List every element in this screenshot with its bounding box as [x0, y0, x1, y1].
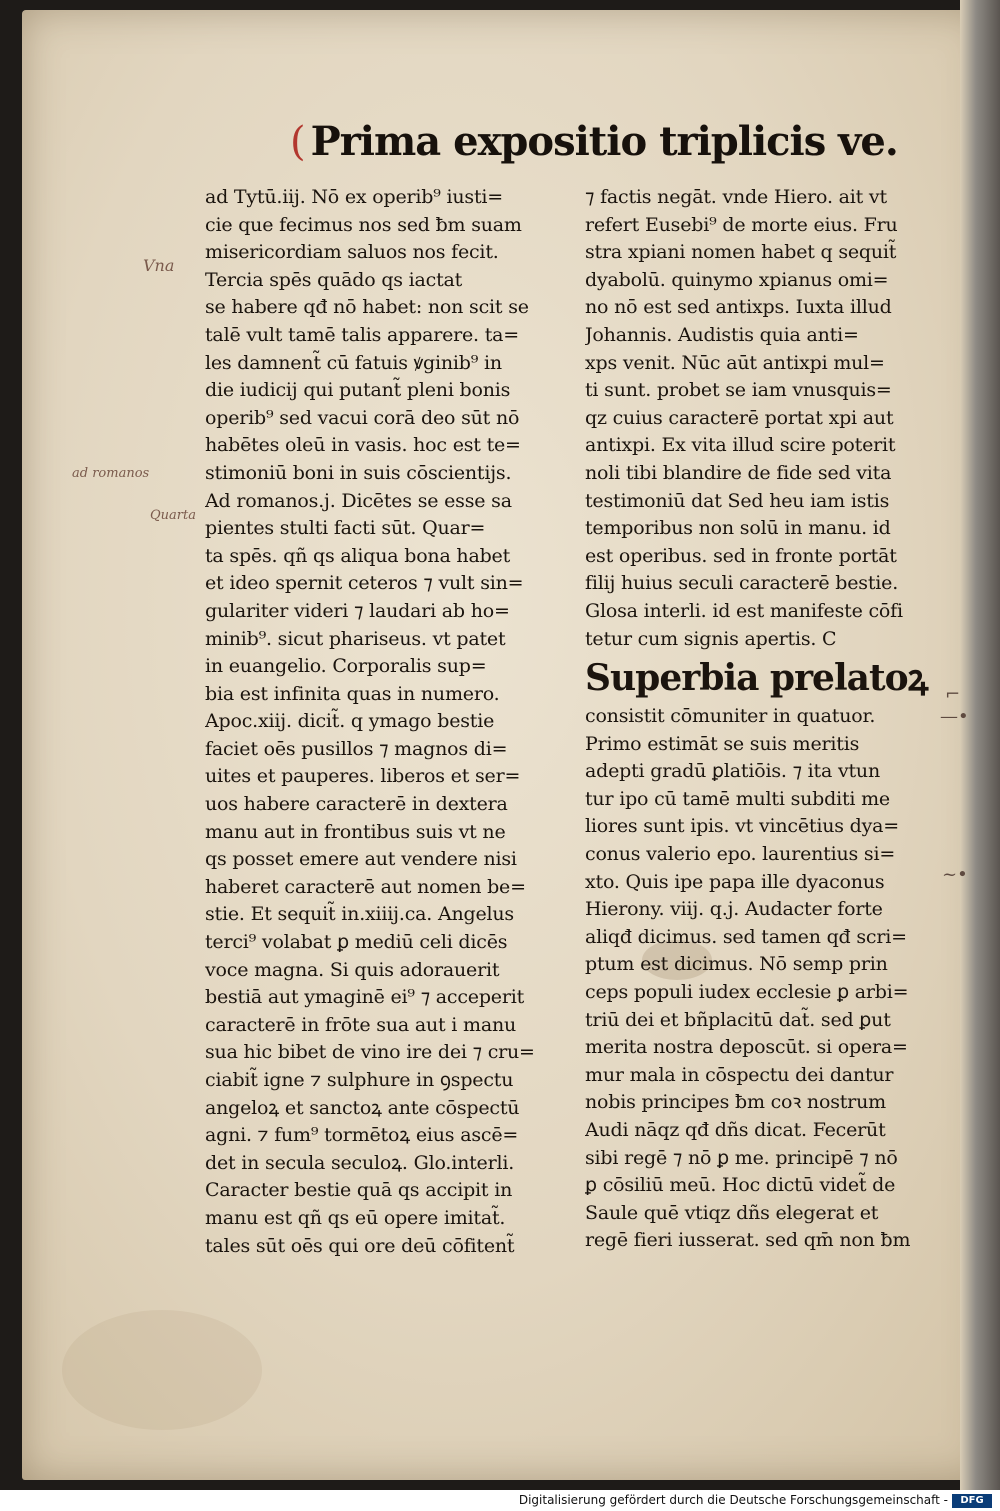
text-line: Tercia spēs quādo qs iactat: [205, 268, 463, 291]
text-line: ciabit̃ igne ⁊ sulphure in ꝯspectu: [205, 1069, 514, 1091]
text-line: haberet caracterē aut nomen be=: [205, 875, 526, 898]
text-line: refert Eusebi⁹ de morte eius. Fru: [585, 213, 898, 236]
text-line: mur mala in cōspectu dei dantur: [585, 1063, 894, 1086]
text-line: bestiā aut ymaginē ei⁹ ⁊ acceperit: [205, 986, 525, 1009]
text-line: stra xpiani nomen habet q sequit̃: [585, 241, 897, 264]
text-line: uos habere caracterē in dextera: [205, 793, 508, 816]
text-line: misericordiam saluos nos fecit.: [205, 241, 499, 264]
page-stain: [62, 1310, 262, 1430]
text-line: dyabolū. quinymo xpianus omi=: [585, 268, 889, 291]
text-line: testimoniū dat Sed heu iam istis: [585, 489, 890, 512]
marginal-note: ad romanos: [72, 466, 150, 481]
text-line: xto. Quis ipe papa ille dyaconus: [585, 870, 885, 893]
text-line: et ideo spernit ceteros ⁊ vult sin=: [205, 572, 524, 595]
text-line: Saule quē vtiqz dñs elegerat et: [585, 1201, 879, 1224]
marginal-mark: —•: [940, 706, 969, 727]
text-line: bia est infinita quas in numero.: [205, 682, 500, 705]
right-column-bottom: [585, 703, 945, 1255]
text-line: temporibus non solū in manu. id: [585, 517, 891, 540]
text-line: ⁊ factis negāt. vnde Hiero. ait vt: [585, 186, 887, 208]
text-line: ta spēs. qñ qs aliqua bona habet: [205, 544, 511, 567]
text-line: faciet oēs pusillos ⁊ magnos di=: [205, 737, 508, 760]
text-line: stie. Et sequit̃ in.xiiij.ca. Angelus: [205, 903, 514, 926]
text-line: sua hic bibet de vino ire dei ⁊ cru=: [205, 1041, 535, 1064]
binding-edge: [960, 0, 1000, 1490]
text-line: qz cuius caracterē portat xpi aut: [585, 406, 894, 429]
text-line: habētes oleū in vasis. hoc est te=: [205, 434, 521, 457]
text-line: agni. ⁊ fum⁹ tormētoꝝ eius ascē=: [205, 1124, 519, 1147]
text-line: Apoc.xiij. dicit̃. q ymago bestie: [205, 710, 495, 733]
text-line: gulariter videri ⁊ laudari ab ho=: [205, 599, 510, 622]
text-line: nobis principes ƀm coꝛ nostrum: [585, 1091, 886, 1114]
footer-bar: [0, 1492, 1000, 1511]
text-line: Ad romanos.j. Dicētes se esse sa: [205, 489, 512, 512]
text-line: est operibus. sed in fronte portāt: [585, 544, 897, 567]
text-line: ceps populi iudex ecclesie ꝑ arbi=: [585, 981, 909, 1004]
right-text-column: [585, 184, 945, 1255]
text-line: sibi regē ⁊ nō ꝑ me. principē ⁊ nō: [585, 1146, 898, 1169]
text-line: Johannis. Audistis quia anti=: [585, 323, 859, 346]
text-line: ptum est dicimus. Nō semp prin: [585, 953, 888, 976]
marginal-note: Quarta: [150, 508, 196, 523]
page-title: Prima expositio triplicis ve.: [310, 118, 898, 165]
text-line: pientes stulti facti sūt. Quar=: [205, 517, 486, 540]
marginal-note: Vna: [143, 256, 175, 275]
footer-credit: Digitalisierung gefördert durch die Deutsche Forschungsgemeinschaft -: [518, 1493, 948, 1507]
text-line: terci⁹ volabat ꝑ mediū celi dicēs: [205, 931, 508, 954]
text-line: les damnent̃ cū fatuis ꝟginib⁹ in: [205, 351, 502, 374]
text-line: Glosa interli. id est manifeste cōfi: [585, 599, 903, 622]
text-line: regē fieri iusserat. sed qm̄ non ƀm: [585, 1229, 911, 1252]
text-line: noli tibi blandire de fide sed vita: [585, 461, 892, 484]
text-line: Primo estimāt se suis meritis: [585, 732, 860, 755]
text-line: Audi nāqz qđ dñs dicat. Fecerūt: [585, 1119, 886, 1141]
text-line: ꝑ cōsiliū meū. Hoc dictū videt̃ de: [585, 1174, 896, 1197]
text-line: conus valerio epo. laurentius si=: [585, 843, 896, 866]
text-line: tales sūt oēs qui ore deū cōfitent̃: [205, 1234, 515, 1257]
text-line: ad Tytū.iij. Nō ex operib⁹ iusti=: [205, 186, 503, 208]
text-line: minib⁹. sicut phariseus. vt patet: [205, 627, 506, 650]
text-line: triū dei et bñplacitū dat̃. sed ꝑut: [585, 1008, 891, 1031]
text-line: qs posset emere aut vendere nisi: [205, 848, 517, 871]
text-line: aliqđ dicimus. sed tamen qđ scri=: [585, 925, 907, 948]
text-line: antixpi. Ex vita illud scire poterit: [585, 434, 896, 457]
dfg-logo: DFG: [952, 1494, 992, 1508]
right-column-top: [585, 184, 945, 653]
text-line: tur ipo cū tamē multi subditi me: [585, 787, 890, 810]
text-line: no nō est sed antixps. Iuxta illud: [585, 296, 892, 319]
text-line: tetur cum signis apertis. C: [585, 627, 837, 650]
text-line: caracterē in frōte sua aut i manu: [205, 1013, 517, 1036]
text-line: Hierony. viij. q.j. Audacter forte: [585, 898, 883, 921]
text-line: operib⁹ sed vacui corā deo sūt nō: [205, 406, 520, 429]
text-line: adepti gradū ꝑlatiōis. ⁊ ita vtun: [585, 760, 880, 783]
text-line: angeloꝝ et sanctoꝝ ante cōspectū: [205, 1096, 520, 1119]
text-line: se habere qđ nō habet: non scit se: [205, 296, 529, 319]
text-line: uites et pauperes. liberos et ser=: [205, 765, 521, 788]
text-line: det in secula seculoꝝ. Glo.interli.: [205, 1151, 515, 1174]
marginal-mark: ~•: [942, 864, 968, 885]
text-line: ti sunt. probet se iam vnusquis=: [585, 379, 892, 402]
text-line: in euangelio. Corporalis sup=: [205, 655, 487, 678]
text-line: filij huius seculi caracterē bestie.: [585, 572, 899, 595]
section-title: Superbia prelatoꝝ: [585, 657, 928, 700]
text-line: stimoniū boni in suis cōscientijs.: [205, 461, 512, 484]
text-line: voce magna. Si quis adorauerit: [205, 958, 500, 981]
text-line: manu est qñ qs eū opere imitat̃.: [205, 1206, 506, 1229]
text-line: Caracter bestie quā qs accipit in: [205, 1179, 513, 1202]
text-line: manu aut in frontibus suis vt ne: [205, 820, 506, 843]
text-line: cie que fecimus nos sed ƀm suam: [205, 213, 522, 236]
marginal-mark: ⌐: [945, 684, 961, 705]
page-header: [290, 118, 898, 178]
text-line: merita nostra deposcūt. si opera=: [585, 1036, 908, 1059]
text-line: die iudicij qui putant̃ pleni bonis: [205, 379, 511, 402]
header-rubric-mark: (: [290, 119, 305, 165]
text-line: xps venit. Nūc aūt antixpi mul=: [585, 351, 885, 374]
text-line: talē vult tamē talis apparere. ta=: [205, 323, 520, 346]
text-line: consistit cōmuniter in quatuor.: [585, 705, 876, 728]
left-text-column: [205, 184, 575, 1260]
text-line: liores sunt ipis. vt vincētius dya=: [585, 815, 899, 838]
